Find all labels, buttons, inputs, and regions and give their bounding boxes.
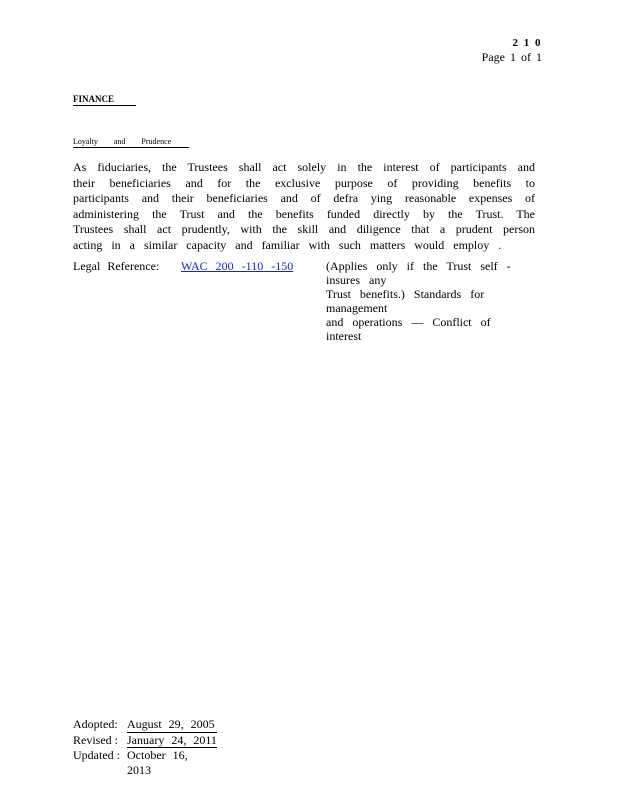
updated-date: October 16, 2013: [127, 748, 188, 777]
revised-label: Revised :: [73, 732, 118, 747]
adopted-row: [73, 717, 217, 733]
legal-reference-note: [326, 259, 526, 343]
legal-note-line: (Applies only if the Trust self -insures any: [326, 259, 511, 287]
policy-body: [73, 160, 535, 253]
legal-note-line: and operations — Conflict of interest: [326, 315, 491, 343]
policy-number: 2 1 0: [512, 37, 542, 49]
updated-row: [73, 748, 217, 777]
revised-date: January 24, 2011: [127, 732, 217, 747]
page-indicator: Page 1 of 1: [481, 50, 542, 64]
legal-reference-label: Legal Reference:: [73, 259, 160, 273]
legal-note-line: Trust benefits.) Standards for management: [326, 287, 485, 315]
history-dates: [73, 717, 217, 777]
policy-paragraph: As fiduciaries, the Trustees shall act solely in the interest of participants and their beneficiaries and for the exclusive purpose of providing benefits to participants and their beneficiaries and of defra ying reasonable expenses of administering the Trust and the benefits funded directly by the Trust. The Trustees shall act prudently, with the skill and diligence that a prudent person acting in a similar capacity and familiar with such matters would employ .: [73, 160, 535, 252]
adopted-date: August 29, 2005: [127, 717, 217, 733]
updated-label: Updated :: [73, 748, 120, 762]
adopted-label: Adopted:: [73, 717, 118, 731]
legal-reference-link[interactable]: WAC 200 -110 -150: [181, 259, 294, 273]
section-title: FINANCE: [73, 94, 136, 106]
policy-subtitle: Loyalty and Prudence: [73, 137, 189, 148]
revised-row: [73, 733, 217, 749]
